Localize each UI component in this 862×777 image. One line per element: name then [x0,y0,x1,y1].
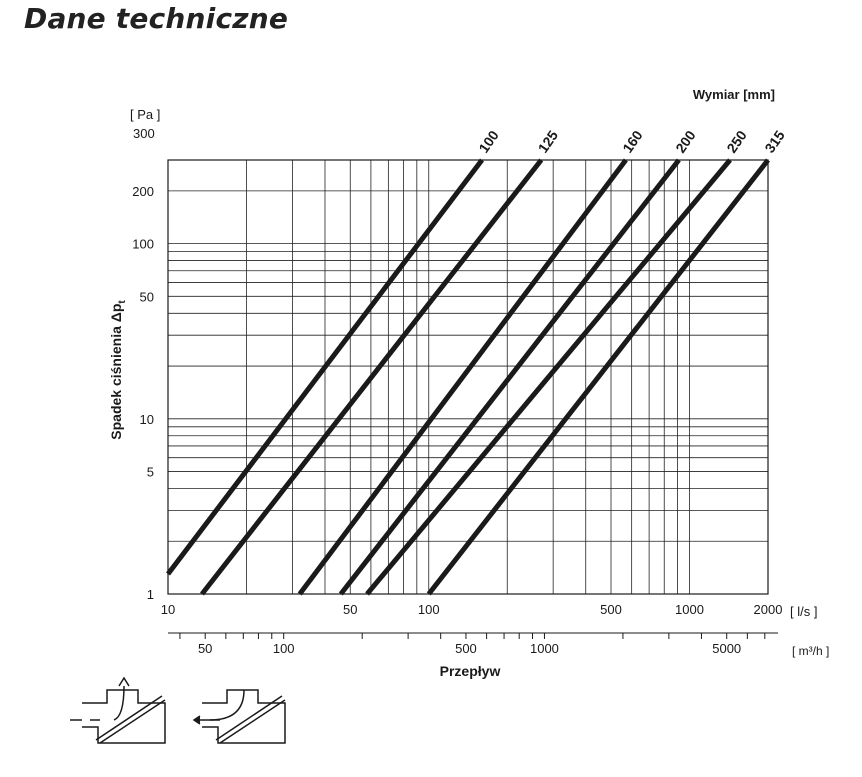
x-tick-labels [161,602,783,617]
secondary-tick-label: 50 [197,641,213,656]
y-tick-label: 10 [139,411,154,427]
page-title: Dane techniczne [24,2,289,35]
series-label-315: 315 [761,127,788,156]
y-tick-label: 5 [146,464,154,480]
x-axis-label: Przepływ [439,663,501,679]
x-unit-label: [ l/s ] [790,604,818,619]
x-tick-label: 10 [160,602,176,617]
y-axis-label-text: Spadek ciśnienia Δp [108,303,124,440]
y-unit-label: [ Pa ] [130,107,161,122]
x-tick-label: 2000 [753,602,783,617]
y-tick-label: 1 [146,587,154,602]
secondary-x-axis [168,633,778,656]
y-tick-label: 100 [132,236,154,252]
series-label-125: 125 [534,127,562,156]
tee-branch-flow-icon [70,678,165,743]
series-label-160: 160 [619,127,646,156]
x-tick-label: 500 [600,602,622,617]
y-tick-label: 50 [139,289,154,305]
x-tick-label: 100 [417,602,440,617]
series-label-100: 100 [475,127,502,156]
series-line-125 [202,160,541,594]
y-top-label: 300 [133,126,155,141]
series-line-200 [341,160,679,594]
secondary-tick-label: 500 [455,641,477,656]
secondary-tick-label: 100 [272,641,295,656]
y-axis-label-subscript: t [117,300,128,304]
x-tick-label: 50 [343,602,358,617]
series-label-200: 200 [672,127,699,156]
legend-title: Wymiar [mm] [692,87,775,102]
x-tick-label: 1000 [675,602,704,617]
secondary-tick-label: 1000 [529,641,559,656]
tee-fitting-icons [66,676,296,756]
series-label-250: 250 [723,127,750,156]
y-tick-label: 200 [132,183,154,199]
x2-unit-label: [ m³/h ] [792,644,830,658]
y-axis-label [108,300,128,440]
series-line-160 [300,160,626,594]
tee-side-flow-icon [194,690,285,743]
secondary-tick-label: 5000 [712,641,742,656]
series-lines [168,160,768,594]
series-line-315 [429,160,768,594]
series-labels [475,127,788,155]
series-line-250 [367,160,730,594]
y-tick-labels [132,184,154,602]
